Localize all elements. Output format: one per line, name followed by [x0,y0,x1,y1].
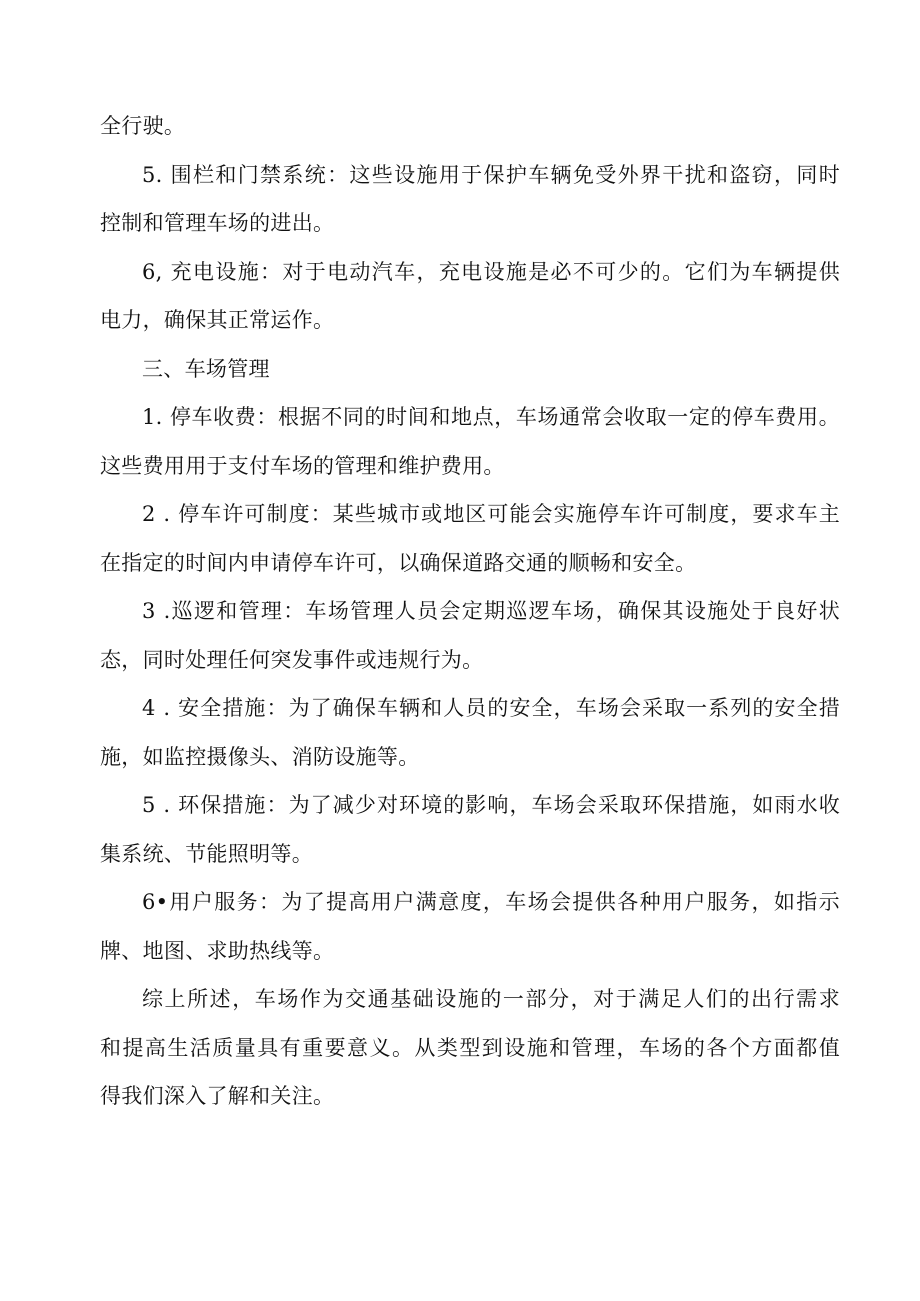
text-line: 三、车场管理 [142,356,270,381]
text-line: 3 .巡逻和管理：车场管理人员会定期巡逻车场，确保其设施处于良好状 [142,599,840,623]
text-line: 在指定的时间内申请停车许可，以确保道路交通的顺畅和安全。 [100,550,697,575]
text-line: 5 . 环保措施：为了减少对环境的影响，车场会采取环保措施，如雨水收 [142,793,840,817]
body-text [100,102,840,1121]
text-line: 得我们深入了解和关注。 [100,1084,335,1108]
text-line: 5. 围栏和门禁系统：这些设施用于保护车辆免受外界干扰和盗窃，同时 [142,162,840,187]
text-line: 和提高生活质量具有重要意义。从类型到设施和管理，车场的各个方面都值 [100,1035,840,1060]
text-line: 6•用户服务：为了提高用户满意度，车场会提供各种用户服务，如指示 [142,890,840,914]
text-line: 态，同时处理任何突发事件或违规行为。 [100,647,484,672]
text-line: 1. 停车收费：根据不同的时间和地点，车场通常会收取一定的停车费用。 [142,405,840,429]
text-line: 施，如监控摄像头、消防设施等。 [100,744,420,769]
text-line: 控制和管理车场的进出。 [100,211,335,235]
text-line: 牌、地图、求助热线等。 [100,938,335,963]
text-line: 电力，确保其正常运作。 [100,308,335,332]
text-line: 综上所述，车场作为交通基础设施的一部分，对于满足人们的出行需求 [142,987,840,1011]
text-line: 6, 充电设施：对于电动汽车，充电设施是必不可少的。它们为车辆提供 [142,259,840,284]
text-line: 2 . 停车许可制度：某些城市或地区可能会实施停车许可制度，要求车主 [142,502,840,526]
text-line: 全行驶。 [100,114,186,138]
text-line: 4 . 安全措施：为了确保车辆和人员的安全，车场会采取一系列的安全措 [142,696,840,720]
text-line: 这些费用用于支付车场的管理和维护费用。 [100,453,505,478]
text-line: 集系统、节能照明等。 [100,841,313,866]
